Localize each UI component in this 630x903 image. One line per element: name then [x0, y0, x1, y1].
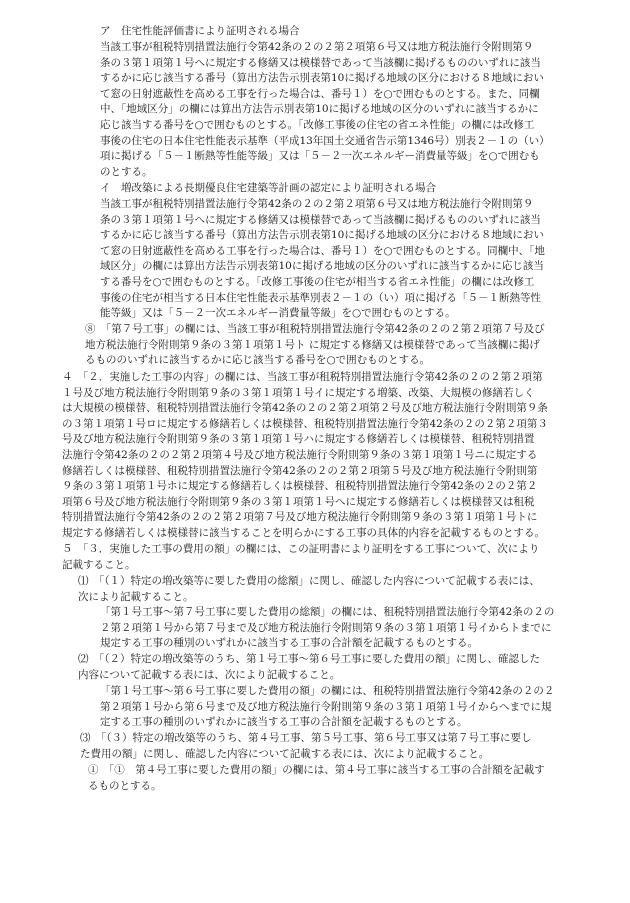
- circled-item-1: ① 「① 第４号工事に要した費用の額」の欄には、第４号工事に該当する工事の合計額を記載す るものとする。: [88, 764, 545, 792]
- section-i-heading: イ 増改築による長期優良住宅建築等計画の認定により証明される場合: [100, 182, 436, 194]
- sub-item-2-body: 「第１号工事～第６号工事に要した費用の額」の欄には、租税特別措置法施行令第42条の２の２ 第２項第１号から第６号まで及び地方税法施行令附則第９条の３第１項第１号イからへまでに規 定する工事の種別のいずれかに該当する工事の合計額を記載するものとする。: [100, 685, 555, 729]
- sub-item-1-body: 「第１号工事～第７号工事に要した費用の総額」の欄には、租税特別措置法施行令第42条の２の ２第２項第１号から第７号まで及び地方税法施行令附則第９条の３第１項第１号イからトまでに 規定する工事の種別のいずれかに該当する工事の合計額を記載するものとする。: [100, 606, 555, 650]
- section-i-body: 当該工事が租税特別措置法施行令第42条の２の２第２項第６号又は地方税法施行令附則第９ 条の３第１項第１号へに規定する修繕又は模様替であって当該欄に掲げるもののいずれに該当 するかに応じ該当する番号（算出方法告示別表第10に掲げる地域の区分における８地域におい て窓の日射遮蔽性を高める工事を行った場合は、番号１）を○で囲むものとする。同欄中、「地 域区分」の欄には算出方法告示別表第10に掲げる地域の区分のいずれに該当するかに応じ該当 する番号を○で囲むものとする。「改修工事後の住宅が相当する省エネ性能」の欄には改修工 事後の住宅が相当する日本住宅性能表示基準別表２－１の（い）項に掲げる「５－１断熱等性 能等級」又は「５－２一次エネルギー消費量等級」を○で囲むものとする。: [100, 198, 545, 320]
- item-4-paragraph: ４ 「２．実施した工事の内容」の欄には、当該工事が租税特別措置法施行令第42条の２の２第２項第 １号及び地方税法施行令附則第９条の３第１項第１号イに規定する増築、改築、大規模の修繕若しく は大規模の模様替、租税特別措置法施行令第42条の２の２第２項第２号及び地方税法施行令附則第９条 の３第１項第１号ロに規定する修繕若しくは模様替、租税特別措置法施行令第42条の２の２第２項第３ 号及び地方税法施行令附則第９条の３第１項第１号ハに規定する修繕若しくは模様替、租税特別措置 法施行令第42条の２の２第２項第４号及び地方税法施行令附則第９条の３第１項第１号ニに規定する 修繕若しくは模様替、租税特別措置法施行令第42条の２の２第２項第５号及び地方税法施行令附則第 ９条の３第１項第１号ホに規定する修繕若しくは模様替、租税特別措置法施行令第42条の２の２第２ 項第６号及び地方税法施行令附則第９条の３第１項第１号へに規定する修繕若しくは模様替又は租税 特別措置法施行令第42条の２の２第２項第７号及び地方税法施行令附則第９条の３第１項第１号トに 規定する修繕若しくは模様替に該当することを明らかにする工事の具体的内容を記載するものとする。: [62, 371, 548, 539]
- item-8-paragraph: ⑧ 「第７号工事」の欄には、当該工事が租税特別措置法施行令第42条の２の２第２項第７号及び 地方税法施行令附則第９条の３第１項第１号ト に規定する修繕又は模様替であって当該欄に掲げ るもののいずれに該当するかに応じ該当する番号を○で囲むものとする。: [85, 323, 545, 367]
- section-a-body: 当該工事が租税特別措置法施行令第42条の２の２第２項第６号又は地方税法施行令附則第９ 条の３第１項第１号へに規定する修繕又は模様替であって当該欄に掲げるもののいずれに該当 するかに応じ該当する番号（算出方法告示別表第10に掲げる地域の区分における８地域におい て窓の日射遮蔽性を高める工事を行った場合は、番号１）を○で囲むものとする。また、同欄 中、「地域区分」の欄には算出方法告示別表第10に掲げる地域の区分のいずれに該当するかに 応じ該当する番号を○で囲むものとする。「改修工事後の住宅の省エネ性能」の欄には改修工 事後の住宅の日本住宅性能表示基準（平成13年国土交通省告示第1346号）別表２－１の（い） 項に掲げる「５－１断熱等性能等級」又は「５－２一次エネルギー消費量等級」を○で囲むも のとする。: [100, 41, 550, 178]
- sub-item-1-heading: ⑴ 「（１）特定の増改築等に要した費用の総額」に関し、確認した内容について記載する表には、 次により記載すること。: [78, 575, 540, 603]
- sub-item-2-heading: ⑵ 「（２）特定の増改築等のうち、第１号工事～第６号工事に要した費用の額」に関し、確認した 内容について記載する表には、次により記載すること。: [78, 653, 540, 681]
- sub-item-3-heading: ⑶ 「（３）特定の増改築等のうち、第４号工事、第５号工事、第６号工事又は第７号工事に要し た費用の額」に関し、確認した内容について記載する表には、次により記載すること。: [80, 732, 532, 760]
- section-a-heading: ア 住宅性能評価書により証明される場合: [100, 25, 300, 37]
- item-5-paragraph: ５ 「３．実施した工事の費用の額」の欄には、この証明書により証明をする工事について、次により 記載すること。: [62, 543, 540, 571]
